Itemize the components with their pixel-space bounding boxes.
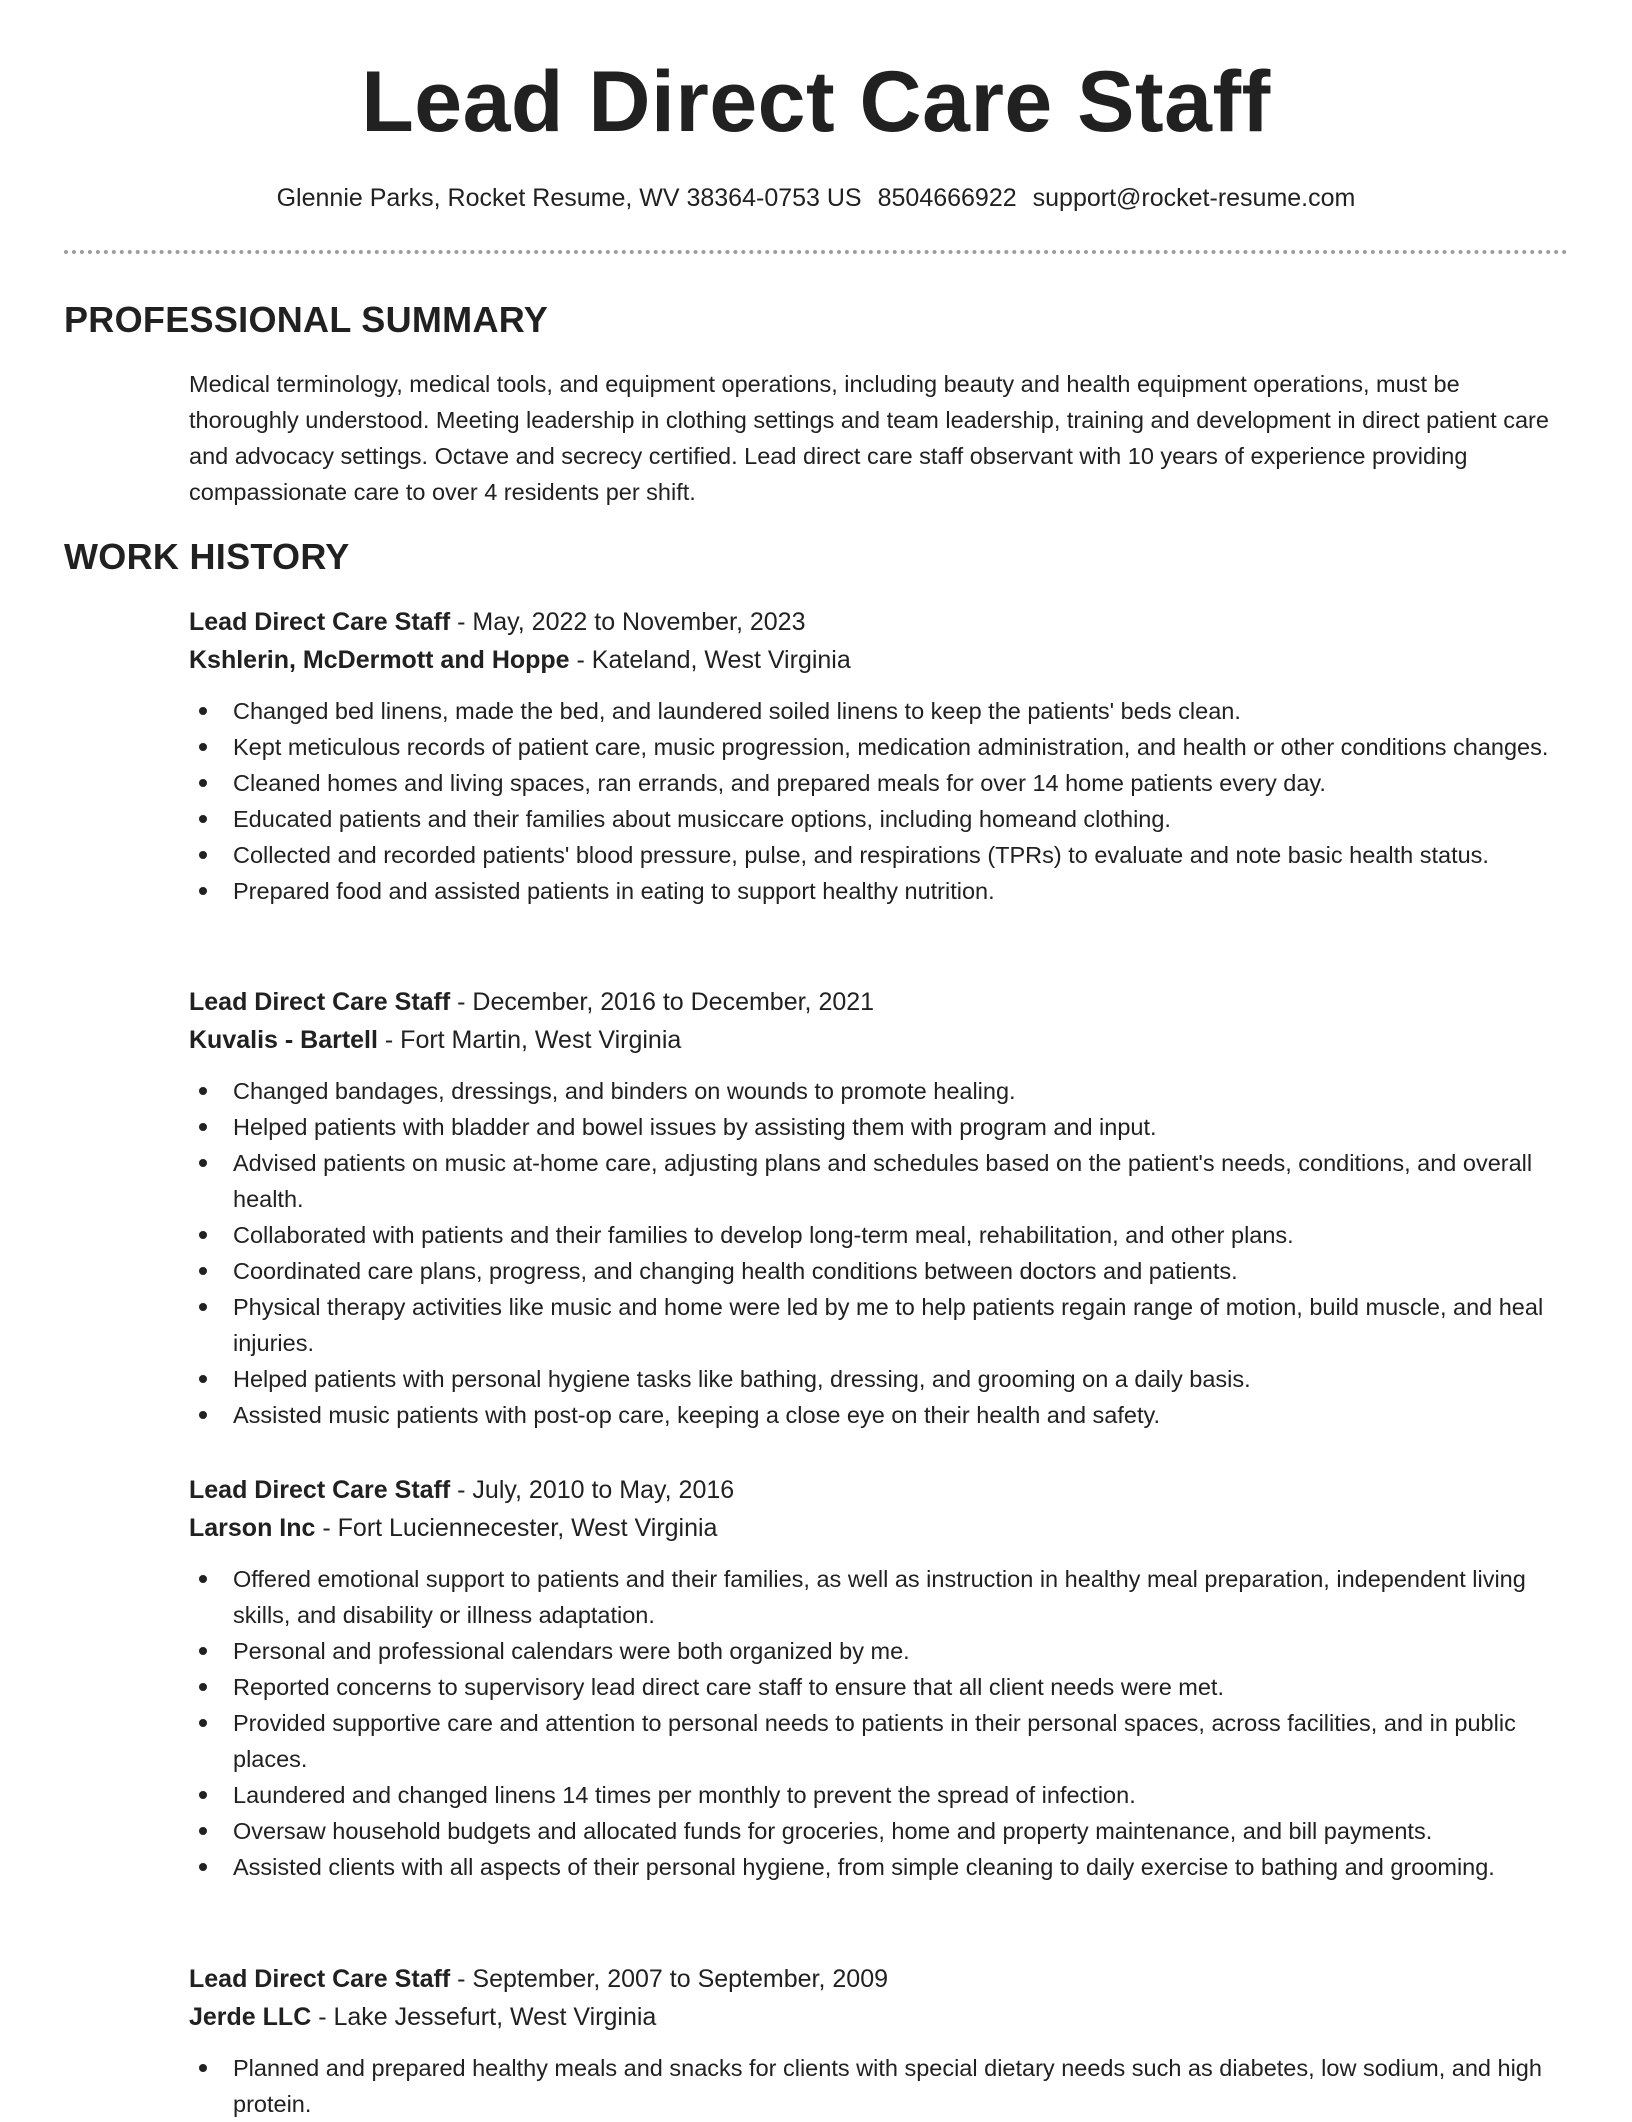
job-bullet: Assisted clients with all aspects of their personal hygiene, from simple cleaning to daily exercise to bathing and grooming. [189,1849,1569,1885]
job-bullet: Advised patients on music at-home care, adjusting plans and schedules based on the patient's needs, conditions, and overall health. [189,1145,1569,1217]
summary-text: Medical terminology, medical tools, and equipment operations, including beauty and health equipment operations, must be thoroughly understood. Meeting leadership in clothing settings and team leadership, training and development in direct patient care and advocacy settings. Octave and secrecy certified. Lead direct care staff observant with 10 years of experience providing compassionate care to over 4 residents per shift. [189,371,1549,505]
job-bullet: Physical therapy activities like music and home were led by me to help patients regain range of motion, build muscle, and heal injuries. [189,1289,1569,1361]
contact-email: support@rocket-resume.com [1032,184,1356,212]
job-dates: - September, 2007 to September, 2009 [450,1965,888,1993]
job-entry [189,603,1569,909]
contact-address: Glennie Parks, Rocket Resume, WV 38364-0753 US [276,184,862,212]
job-bullet: Personal and professional calendars were both organized by me. [189,1633,1569,1669]
job-bullet: Provided supportive care and attention to personal needs to patients in their personal spaces, across facilities, and in public places. [189,1705,1569,1777]
job-title-line [189,1471,1569,1509]
job-dates: - May, 2022 to November, 2023 [450,608,806,636]
summary-heading: PROFESSIONAL SUMMARY [64,299,549,340]
job-title: Lead Direct Care Staff [189,608,451,636]
job-bullet: Changed bandages, dressings, and binders on wounds to promote healing. [189,1073,1569,1109]
job-entry [189,983,1569,1433]
work-history-heading: WORK HISTORY [64,536,350,577]
job-location: - Kateland, West Virginia [569,646,851,674]
job-bullets [189,693,1569,909]
job-bullet: Collaborated with patients and their families to develop long-term meal, rehabilitation, and other plans. [189,1217,1569,1253]
job-company-line [189,1509,1569,1547]
job-bullet: Cleaned homes and living spaces, ran errands, and prepared meals for over 14 home patients every day. [189,765,1569,801]
job-title: Lead Direct Care Staff [189,1476,451,1504]
job-company-line [189,641,1569,679]
job-dates: - July, 2010 to May, 2016 [450,1476,735,1504]
header-divider [64,250,1568,254]
contact-line [0,180,1632,216]
job-bullets [189,1073,1569,1433]
job-bullets [189,2050,1569,2122]
job-entry [189,1471,1569,1885]
job-bullet: Helped patients with bladder and bowel issues by assisting them with program and input. [189,1109,1569,1145]
job-bullet: Changed bed linens, made the bed, and laundered soiled linens to keep the patients' beds clean. [189,693,1569,729]
job-title: Lead Direct Care Staff [189,1965,451,1993]
job-bullet: Educated patients and their families about musiccare options, including homeand clothing. [189,801,1569,837]
job-bullet: Assisted music patients with post-op care, keeping a close eye on their health and safety. [189,1397,1569,1433]
job-dates: - December, 2016 to December, 2021 [450,988,875,1016]
job-bullet: Prepared food and assisted patients in eating to support healthy nutrition. [189,873,1569,909]
job-location: - Fort Luciennecester, West Virginia [315,1514,718,1542]
job-entry [189,1960,1569,2122]
job-bullet: Oversaw household budgets and allocated funds for groceries, home and property maintenance, and bill payments. [189,1813,1569,1849]
contact-phone: 8504666922 [877,184,1017,212]
job-bullets [189,1561,1569,1885]
job-location: - Fort Martin, West Virginia [377,1026,682,1054]
job-company: Jerde LLC [189,2003,312,2031]
job-company: Larson Inc [189,1514,316,1542]
resume-title: Lead Direct Care Staff [361,54,1271,150]
job-bullet: Reported concerns to supervisory lead direct care staff to ensure that all client needs were met. [189,1669,1569,1705]
job-bullet: Collected and recorded patients' blood pressure, pulse, and respirations (TPRs) to evaluate and note basic health status. [189,837,1569,873]
job-location: - Lake Jessefurt, West Virginia [311,2003,657,2031]
job-company: Kuvalis - Bartell [189,1026,378,1054]
job-title-line [189,983,1569,1021]
job-bullet: Helped patients with personal hygiene tasks like bathing, dressing, and grooming on a daily basis. [189,1361,1569,1397]
job-company-line [189,1998,1569,2036]
job-bullet: Offered emotional support to patients and their families, as well as instruction in healthy meal preparation, independent living skills, and disability or illness adaptation. [189,1561,1569,1633]
job-company-line [189,1021,1569,1059]
job-bullet: Laundered and changed linens 14 times per monthly to prevent the spread of infection. [189,1777,1569,1813]
job-bullet: Kept meticulous records of patient care, music progression, medication administration, and health or other conditions changes. [189,729,1569,765]
job-title-line [189,1960,1569,1998]
job-bullet: Planned and prepared healthy meals and snacks for clients with special dietary needs such as diabetes, low sodium, and high protein. [189,2050,1569,2122]
job-title-line [189,603,1569,641]
job-title: Lead Direct Care Staff [189,988,451,1016]
job-company: Kshlerin, McDermott and Hoppe [189,646,570,674]
job-bullet: Coordinated care plans, progress, and changing health conditions between doctors and patients. [189,1253,1569,1289]
